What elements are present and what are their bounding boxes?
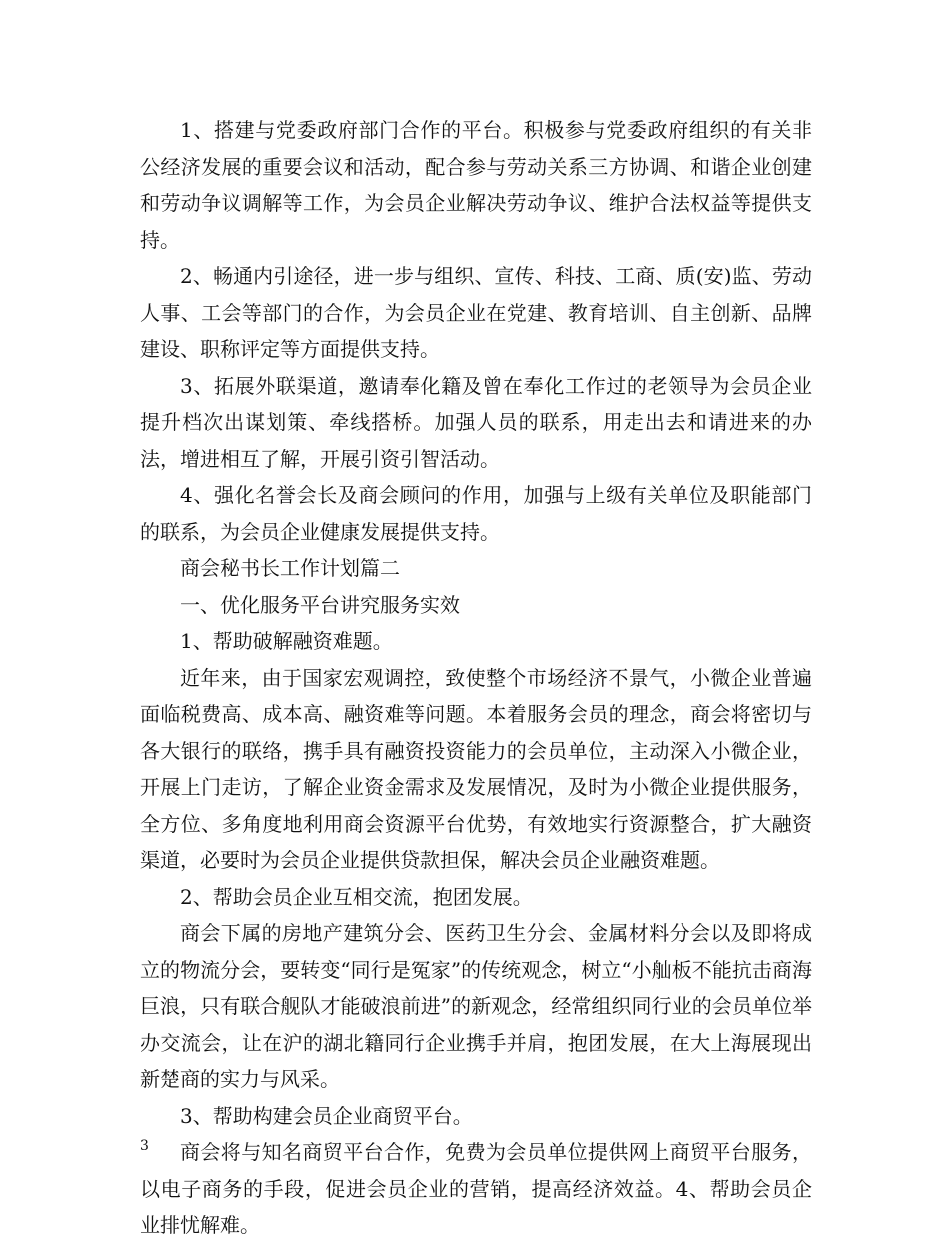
subheading-1: 1、帮助破解融资难题。 [180,629,393,653]
section-heading-1: 一、优化服务平台讲究服务实效 [180,592,460,617]
subheading-3: 3、帮助构建会员企业商贸平台。 [180,1103,473,1128]
paragraph-3: 3、拓展外联渠道，邀请奉化籍及曾在奉化工作过的老领导为会员企业提升档次出谋划策、牵线搭桥。加强人员的联系，用走出去和请进来的办法，增进相互了解，开展引资引智活动。 [140,373,812,471]
paragraph-7: 商会将与知名商贸平台合作，免费为会员单位提供网上商贸平台服务，以电子商务的手段，促进会员企业的营销，提高经济效益。4、帮助会员企业排忧解难。 [140,1140,812,1237]
paragraph-1: 1、搭建与党委政府部门合作的平台。积极参与党委政府组织的有关非公经济发展的重要会议和活动，配合参与劳动关系三方协调、和谐企业创建和劳动争议调解等工作，为会员企业解决劳动争议、维护合法权益等提供支持。 [140,118,812,252]
paragraph-6: 商会下属的房地产建筑分会、医药卫生分会、金属材料分会以及即将成立的物流分会，要转变“同行是冤家”的传统观念，树立“小舢板不能抗击商海巨浪，只有联合舰队才能破浪前进”的新观念，经常组织同行业的会员单位举办交流会，让在沪的湖北籍同行企业携手并肩，抱团发展，在大上海展现出新楚商的实力与风采。 [140,921,812,1091]
document-body [140,112,812,1244]
paragraph-4: 4、强化名誉会长及商会顾问的作用，加强与上级有关单位及职能部门的联系，为会员企业健康发展提供支持。 [140,483,812,544]
page-number: 3 [140,1138,149,1154]
subheading-2: 2、帮助会员企业互相交流，抱团发展。 [180,884,533,909]
paragraph-2: 2、畅通内引途径，进一步与组织、宣传、科技、工商、质(安)监、劳动人事、工会等部门的合作，为会员企业在党建、教育培训、自主创新、品牌建设、职称评定等方面提供支持。 [140,264,812,361]
paragraph-5: 近年来，由于国家宏观调控，致使整个市场经济不景气，小微企业普遍面临税费高、成本高、融资难等问题。本着服务会员的理念，商会将密切与各大银行的联络，携手具有融资投资能力的会员单位，主动深入小微企业，开展上门走访，了解企业资金需求及发展情况，及时为小微企业提供服务，全方位、多角度地利用商会资源平台优势，有效地实行资源整合，扩大融资渠道，必要时为会员企业提供贷款担保，解决会员企业融资难题。 [140,665,812,872]
section-title: 商会秘书长工作计划篇二 [180,556,400,580]
